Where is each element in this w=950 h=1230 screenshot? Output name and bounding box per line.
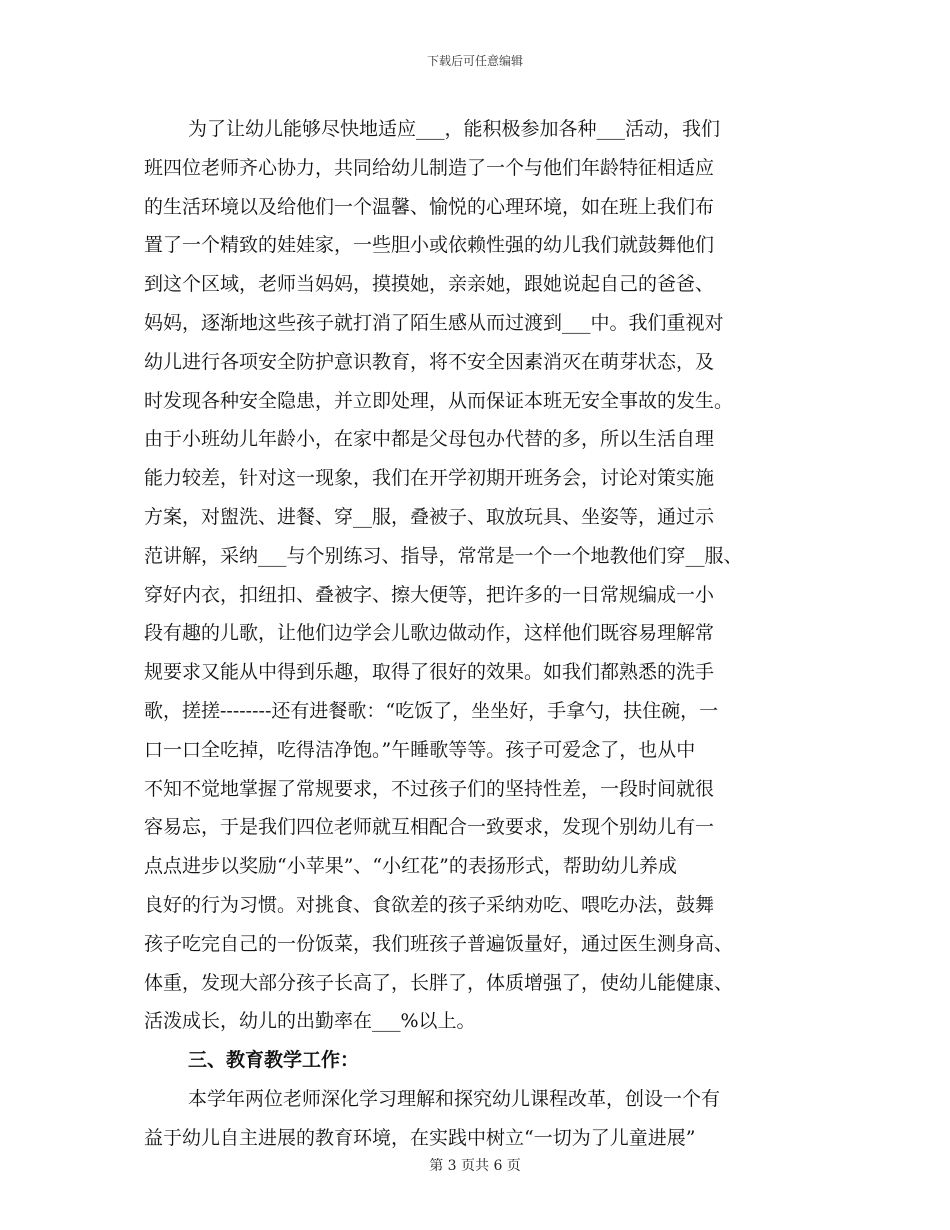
paragraph-line: 活泼成长，幼儿的出勤率在___%以上。	[144, 1010, 476, 1033]
paragraph-line: 能力较差，针对这一现象，我们在开学初期开班务会，讨论对策实施	[144, 467, 715, 490]
section-heading: 三、教育教学工作：	[188, 1049, 360, 1072]
paragraph-line: 歌，搓搓--------还有进餐歌：“吃饭了，坐坐好，手拿勺，扶住碗，一	[144, 699, 719, 722]
paragraph-line: 规要求又能从中得到乐趣，取得了很好的效果。如我们都熟悉的洗手	[144, 661, 715, 684]
paragraph-line: 不知不觉地掌握了常规要求，不过孩子们的坚持性差，一段时间就很	[144, 777, 715, 800]
paragraph-line: 点点进步以奖励“小苹果”、“小红花”的表扬形式，帮助幼儿养成	[144, 855, 677, 878]
paragraph-line: 幼儿进行各项安全防护意识教育，将不安全因素消灭在萌芽状态，及	[144, 350, 715, 373]
paragraph-line: 益于幼儿自主进展的教育环境，在实践中树立“一切为了儿童进展”	[144, 1126, 696, 1149]
page-header: 下载后可任意编辑	[426, 54, 523, 68]
paragraph-line: 由于小班幼儿年龄小，在家中都是父母包办代替的多，所以生活自理	[144, 428, 715, 451]
paragraph-line: 本学年两位老师深化学习理解和探究幼儿课程改革，创设一个有	[188, 1087, 721, 1110]
paragraph-line: 段有趣的儿歌，让他们边学会儿歌边做动作，这样他们既容易理解常	[144, 622, 715, 645]
paragraph-line: 孩子吃完自己的一份饭菜，我们班孩子普遍饭量好，通过医生测身高、	[144, 932, 734, 955]
paragraph-line: 良好的行为习惯。对挑食、食欲差的孩子采纳劝吃、喂吃办法，鼓舞	[144, 893, 715, 916]
page-footer: 第 3 页共 6 页	[429, 1158, 521, 1174]
paragraph-line: 穿好内衣，扣纽扣、叠被字、擦大便等，把许多的一日常规编成一小	[144, 583, 715, 606]
paragraph-line: 班四位老师齐心协力，共同给幼儿制造了一个与他们年龄特征相适应	[144, 156, 715, 179]
paragraph-line: 时发现各种安全隐患，并立即处理，从而保证本班无安全事故的发生。	[144, 389, 734, 412]
paragraph-line: 体重，发现大部分孩子长高了，长胖了，体质增强了，使幼儿能健康、	[144, 971, 734, 994]
document-body	[144, 110, 824, 1158]
paragraph-line: 置了一个精致的娃娃家，一些胆小或依赖性强的幼儿我们就鼓舞他们	[144, 234, 715, 257]
paragraph-line: 的生活环境以及给他们一个温馨、愉悦的心理环境，如在班上我们布	[144, 195, 715, 218]
paragraph-line: 到这个区域，老师当妈妈，摸摸她，亲亲她，跟她说起自己的爸爸、	[144, 273, 715, 296]
paragraph-line: 为了让幼儿能够尽快地适应___，能积极参加各种___活动，我们	[188, 118, 721, 140]
paragraph-line: 口一口全吃掉，吃得洁净饱。”午睡歌等等。孩子可爱念了，也从中	[144, 738, 696, 761]
paragraph-line: 妈妈，逐渐地这些孩子就打消了陌生感从而过渡到___中。我们重视对	[144, 311, 724, 334]
paragraph-line: 方案，对盥洗、进餐、穿__服，叠被子、取放玩具、坐姿等，通过示	[144, 505, 715, 528]
paragraph-line: 容易忘，于是我们四位老师就互相配合一致要求，发现个别幼儿有一	[144, 816, 715, 839]
paragraph-line: 范讲解，采纳___与个别练习、指导，常常是一个一个地教他们穿__服、	[144, 544, 743, 567]
